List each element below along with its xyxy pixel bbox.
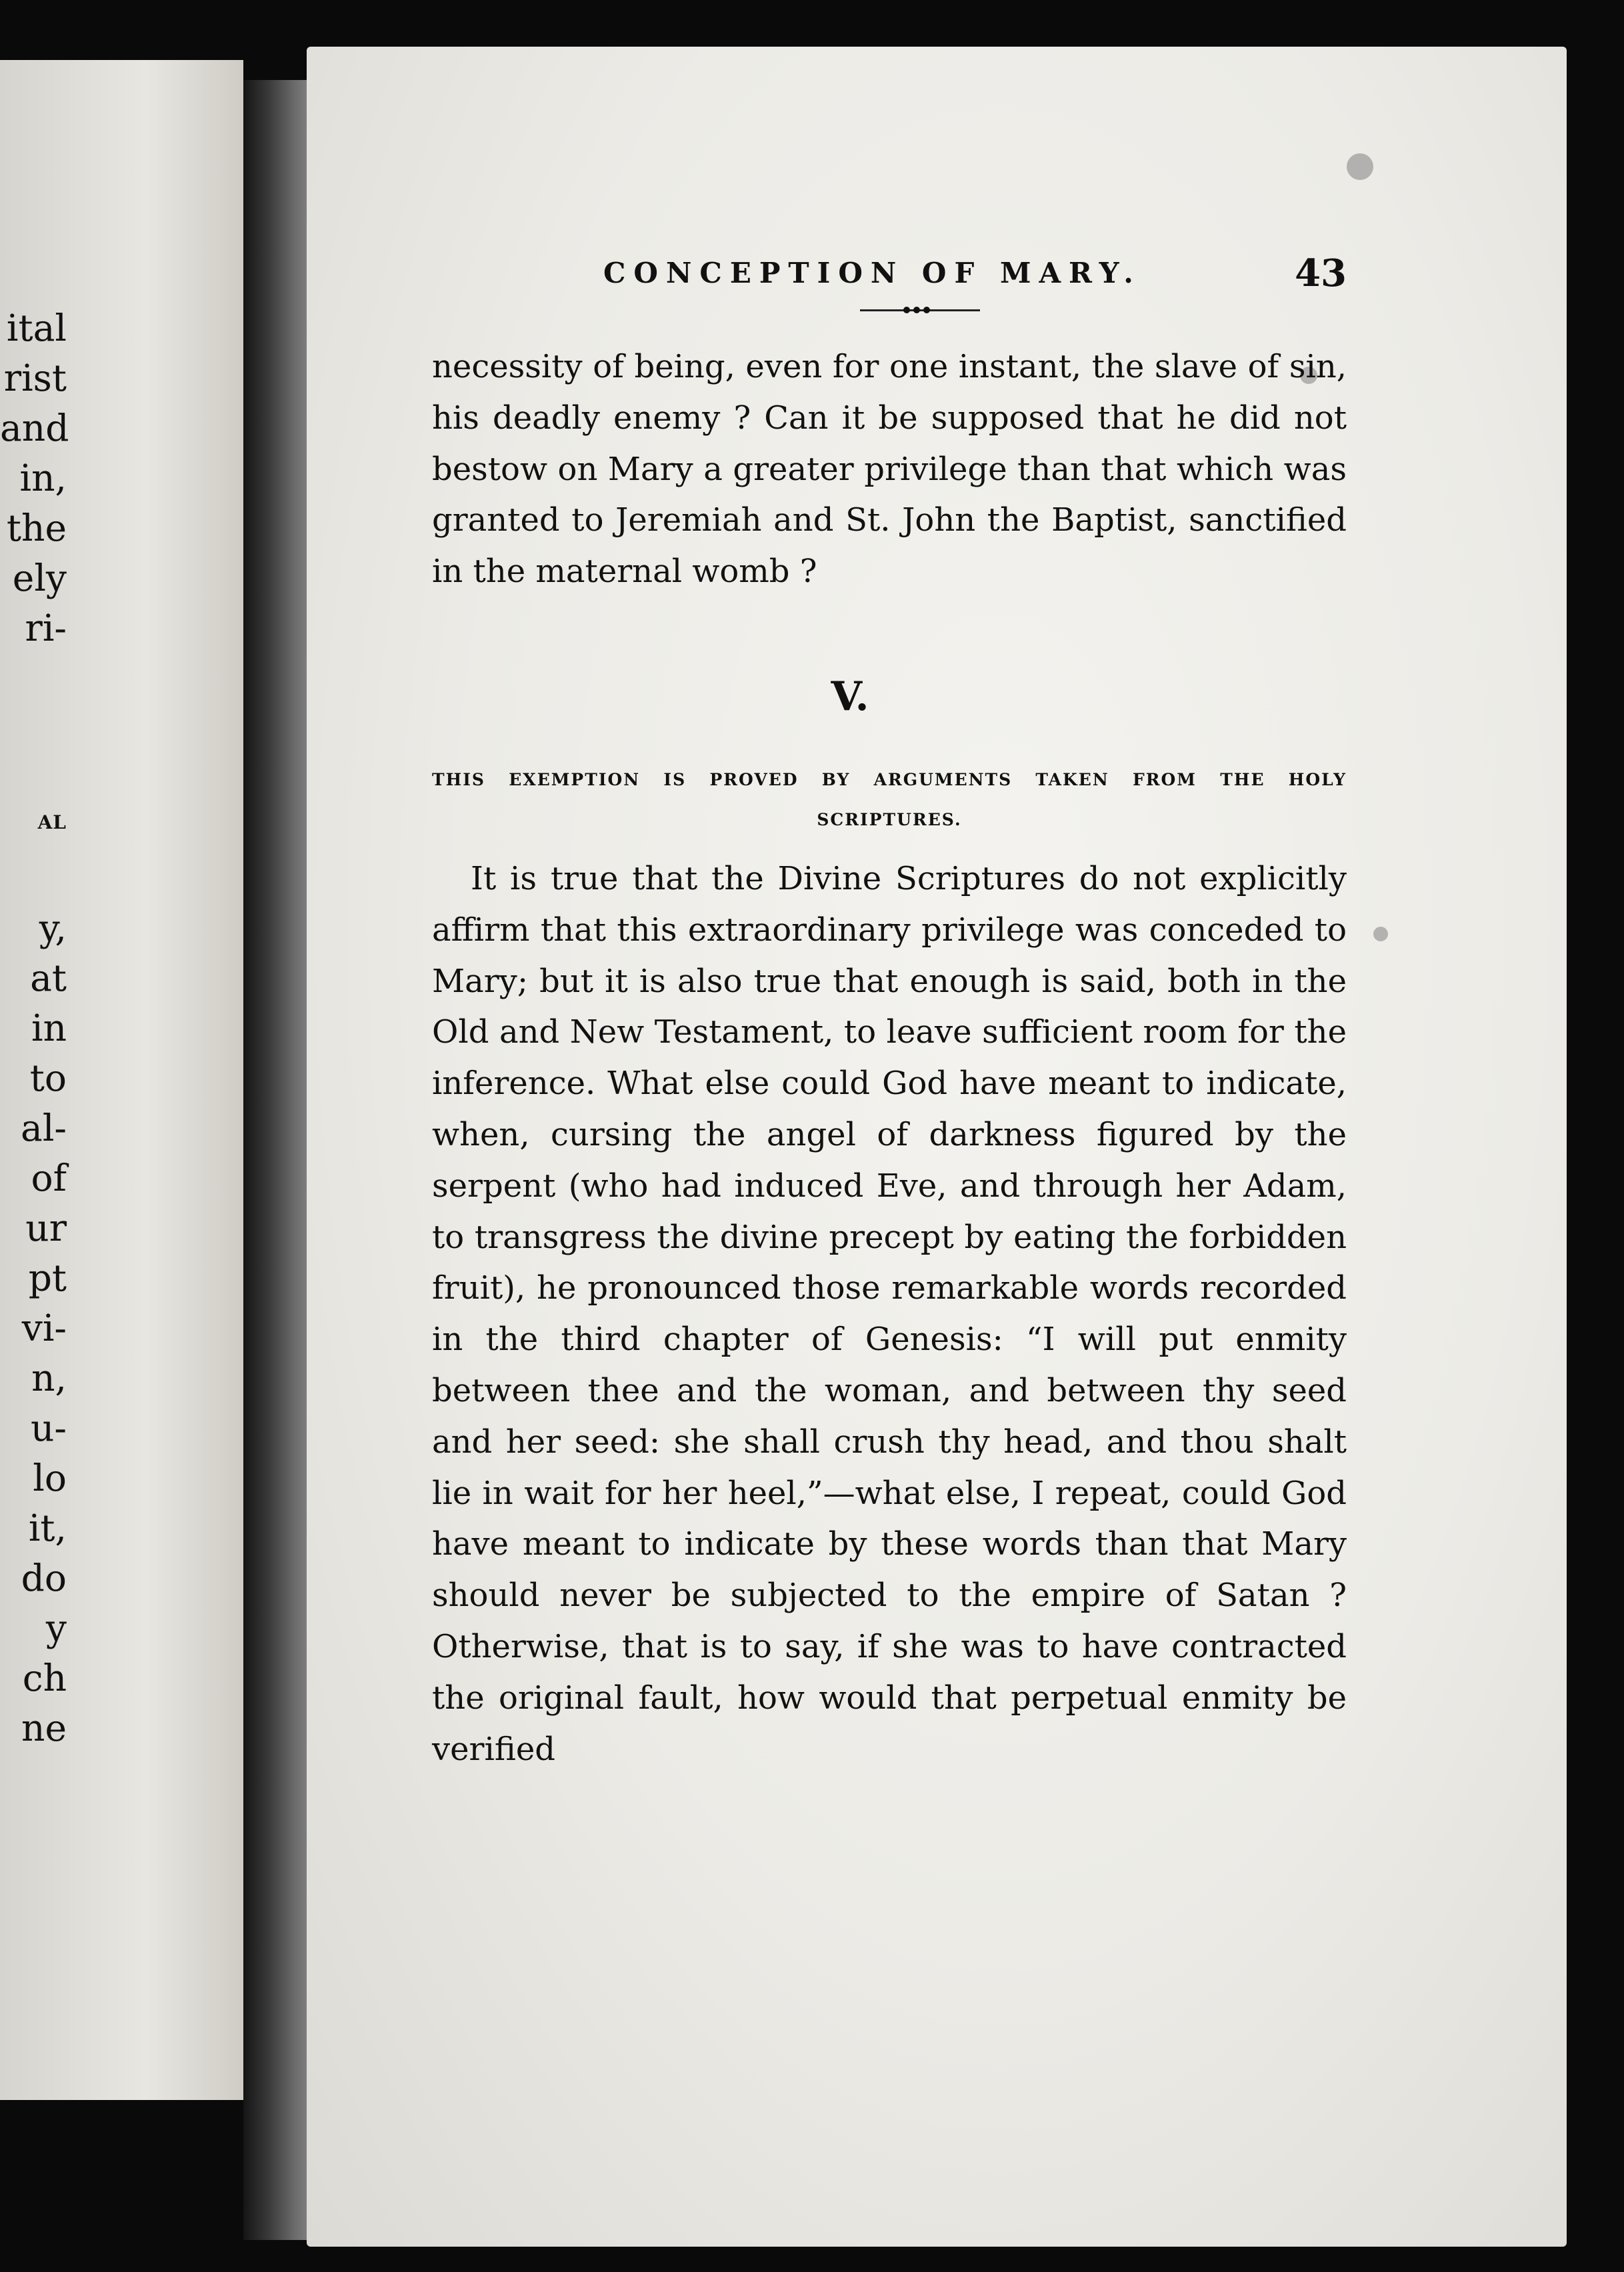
- previous-page-line: AL: [37, 811, 67, 833]
- previous-page-line: ne: [21, 1707, 67, 1749]
- previous-page-line: in: [31, 1007, 67, 1049]
- previous-page-line: ely: [12, 557, 67, 599]
- previous-page-line: ur: [25, 1207, 67, 1249]
- previous-page-line: lo: [33, 1457, 67, 1499]
- paragraph-continued: necessity of being, even for one instant, the slave of sin, his deadly enemy ? Can it be supposed that he did not bestow on Mary a greater privilege than that which was granted to Jeremiah and St. John the Baptist, sanctified in the maternal womb ?: [432, 348, 1347, 591]
- section-numeral: V.: [831, 673, 869, 720]
- running-title: CONCEPTION OF MARY.: [603, 257, 1141, 289]
- ornament-dot: [923, 307, 930, 313]
- header-ornament: [860, 307, 980, 313]
- body-paragraph: It is true that the Divine Scriptures do not explicitly affirm that this extraordinary privilege was conceded to Mary; but it is also true that enough is said, both in the Old and New Testament, to leave sufficient room for the inference. What else could God have meant to indicate, when, cursing the angel of darkness figured by the serpent (who had induced Eve, and through her Adam, to transgress the divine precept by eating the forbidden fruit), he pronounced those remarkable words recorded in the third chapter of Genesis: “I will put enmity between thee and the woman, and between thy seed and her seed: she shall crush thy head, and thou shalt lie in wait for her heel,”—what else, I repeat, could God have meant to indicate by these words than that Mary should never be subjected to the empire of Satan ? Otherwise, that is to say, if she was to have contracted the original fault, how would that perpetual enmity be verified: [432, 860, 1347, 1768]
- previous-page-line: ch: [22, 1657, 67, 1699]
- previous-page-line: al-: [21, 1107, 67, 1149]
- previous-page-line: do: [21, 1557, 67, 1599]
- previous-page-line: the: [6, 507, 67, 549]
- previous-page-line: u-: [30, 1407, 67, 1449]
- previous-page-line: vi-: [21, 1307, 67, 1349]
- book-spine: [243, 80, 317, 2240]
- previous-page-line: pt: [28, 1257, 67, 1299]
- page-number: 43: [1295, 251, 1347, 295]
- previous-page-line: of: [31, 1157, 67, 1199]
- section-heading: THIS EXEMPTION IS PROVED BY ARGUMENTS TAKEN FROM THE HOLY SCRIPTURES.: [432, 770, 1347, 829]
- previous-page-line: y,: [39, 907, 67, 949]
- previous-page-line: n,: [31, 1357, 67, 1399]
- ornament-dot: [903, 307, 910, 313]
- previous-page: [0, 60, 243, 2100]
- ornament-rule: [860, 309, 980, 311]
- ornament-dot: [913, 307, 920, 313]
- previous-page-line: ri-: [25, 607, 67, 649]
- previous-page-line: rist: [3, 357, 67, 399]
- previous-page-line: y: [45, 1607, 67, 1649]
- previous-page-line: it,: [28, 1507, 67, 1549]
- previous-page-line: to: [29, 1057, 67, 1099]
- previous-page-line: in,: [19, 457, 67, 499]
- page-header: [307, 251, 1347, 303]
- previous-page-line: at: [30, 957, 67, 999]
- previous-page-line: and: [0, 407, 69, 449]
- previous-page-line: ital: [6, 307, 67, 349]
